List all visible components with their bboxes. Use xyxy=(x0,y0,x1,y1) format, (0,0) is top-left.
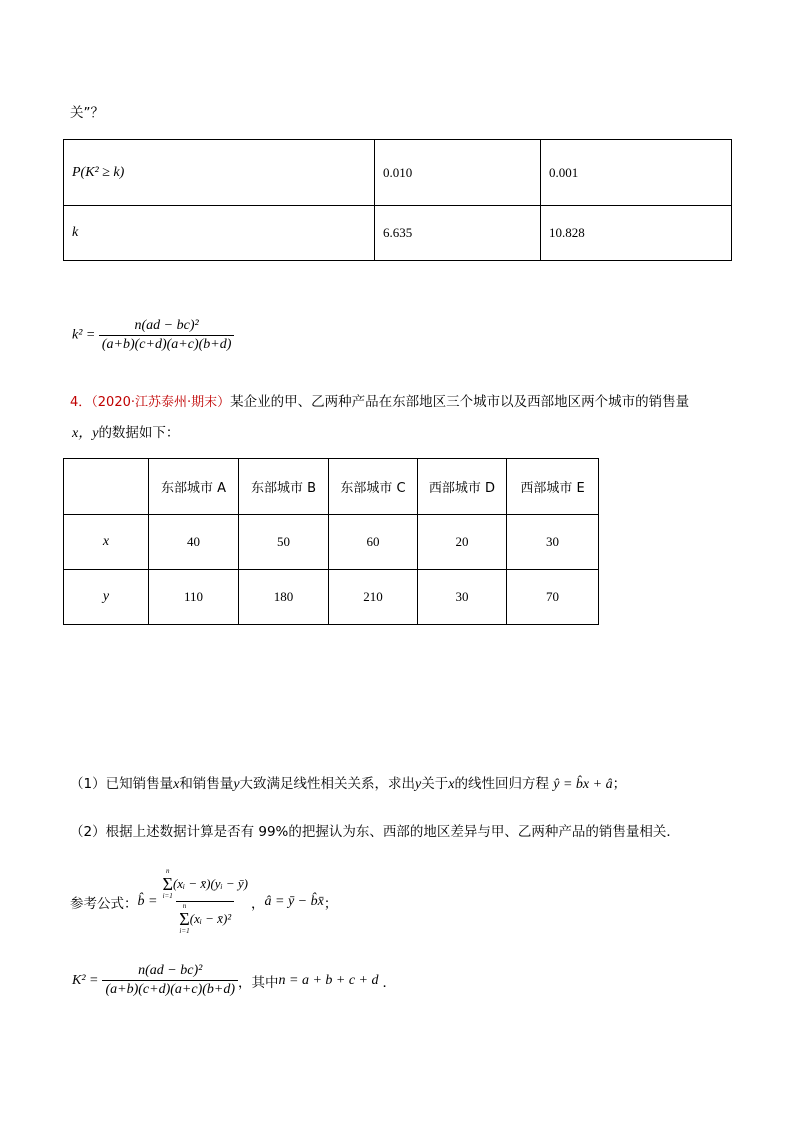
sum-symbol: n Σ i=1 xyxy=(179,902,190,935)
table-cell: 210 xyxy=(329,570,418,625)
q1-text: 关于 xyxy=(421,776,449,792)
q1-text: 的线性回归方程 xyxy=(454,776,549,792)
sum-upper: n xyxy=(165,867,170,875)
formula-numerator: n(ad − bc)² xyxy=(134,318,199,333)
table-cell: 6.635 xyxy=(375,206,541,261)
formula-suffix-eq: n = a + b + c + d xyxy=(278,972,379,988)
row-label: y xyxy=(64,570,149,625)
formula-lhs: k² = xyxy=(72,327,96,343)
formula-fraction xyxy=(99,318,235,353)
row-label: x xyxy=(64,515,149,570)
continued-text: 关”？ xyxy=(70,105,104,121)
table-cell: 180 xyxy=(239,570,329,625)
q1-text: （1）已知销售量 xyxy=(70,776,174,792)
problem-4-stem-line2 xyxy=(72,421,179,442)
q1-text: 大致满足线性相关关系，求出 xyxy=(239,776,416,792)
table-header-cell: 东部城市 C xyxy=(329,459,418,515)
sum-upper: n xyxy=(182,902,187,910)
formula-fraction xyxy=(102,963,238,998)
chi-square-formula-2 xyxy=(72,963,396,998)
sum-symbol: n Σ i=1 xyxy=(162,867,173,900)
ahat-formula: â = ȳ − b̂x̄ xyxy=(264,893,324,909)
formula-lhs: K² = xyxy=(72,972,99,988)
question-2: （2）根据上述数据计算是否有 99%的把握认为东、西部的地区差异与甲、乙两种产品的销售量相关． xyxy=(70,824,680,840)
separator: ， xyxy=(251,895,265,912)
reference-end: ； xyxy=(323,895,338,912)
table-row xyxy=(64,140,732,206)
q1-var: y xyxy=(415,777,422,792)
table-row xyxy=(64,570,599,625)
bhat-lhs: b̂ = xyxy=(137,893,158,909)
reference-label: 参考公式： xyxy=(70,895,138,912)
table-cell: 20 xyxy=(418,515,507,570)
table-cell: 50 xyxy=(239,515,329,570)
formula-suffix-text: ，其中 xyxy=(238,974,279,991)
problem-text-line1: 某企业的甲、乙两种产品在东部地区三个城市以及西部地区两个城市的销售量 xyxy=(230,394,690,410)
table-cell: 60 xyxy=(329,515,418,570)
table-cell: 30 xyxy=(418,570,507,625)
table-cell: 70 xyxy=(507,570,599,625)
formula-denominator: (a+b)(c+d)(a+c)(b+d) xyxy=(102,980,238,998)
q1-var: y xyxy=(233,777,240,792)
table-header-cell: 西部城市 E xyxy=(507,459,599,515)
problem-source: （2020·江苏泰州·期末） xyxy=(91,395,231,410)
formula-numerator: n(ad − bc)² xyxy=(138,963,203,978)
sum-lower: i=1 xyxy=(162,892,173,900)
chi-square-formula xyxy=(72,318,234,353)
table-header-cell: 东部城市 B xyxy=(239,459,329,515)
question-1 xyxy=(70,772,626,793)
table-cell: 110 xyxy=(149,570,239,625)
table-header-row xyxy=(64,459,599,515)
sum-lower: i=1 xyxy=(179,927,190,935)
problem-text-line2: 的数据如下： xyxy=(98,425,180,441)
q1-text: 和销售量 xyxy=(179,776,234,792)
table-cell: 0.010 xyxy=(375,140,541,206)
table-cell: 10.828 xyxy=(541,206,732,261)
bhat-numerator xyxy=(159,868,251,901)
problem-number: 4． xyxy=(70,395,92,410)
table-header-cell: 东部城市 A xyxy=(149,459,239,515)
problem-4-stem xyxy=(70,390,689,410)
regression-equation: ŷ = b̂x + â xyxy=(553,777,613,792)
q1-var: x xyxy=(448,777,455,792)
table-header-cell: 西部城市 D xyxy=(418,459,507,515)
bhat-denominator xyxy=(176,901,234,935)
table-cell: 40 xyxy=(149,515,239,570)
bhat-fraction xyxy=(159,868,251,935)
table-cell: 30 xyxy=(507,515,599,570)
table-cell: 0.001 xyxy=(541,140,732,206)
formula-end: ． xyxy=(382,974,397,991)
formula-denominator: (a+b)(c+d)(a+c)(b+d) xyxy=(99,335,235,353)
problem-vars: x，y xyxy=(72,426,99,441)
table-cell: k xyxy=(64,206,375,261)
reference-formulas xyxy=(70,868,337,935)
table-row xyxy=(64,515,599,570)
table-header-cell xyxy=(64,459,149,515)
q1-var: x xyxy=(173,777,180,792)
critical-value-table xyxy=(63,139,732,261)
sales-data-table xyxy=(63,458,599,625)
numerator-expr: (xᵢ − x̄)(yᵢ − ȳ) xyxy=(172,876,248,891)
denominator-expr: (xᵢ − x̄)² xyxy=(189,911,232,926)
table-cell: P(K² ≥ k) xyxy=(64,140,375,206)
table-row xyxy=(64,206,732,261)
q1-end: ； xyxy=(612,776,627,792)
